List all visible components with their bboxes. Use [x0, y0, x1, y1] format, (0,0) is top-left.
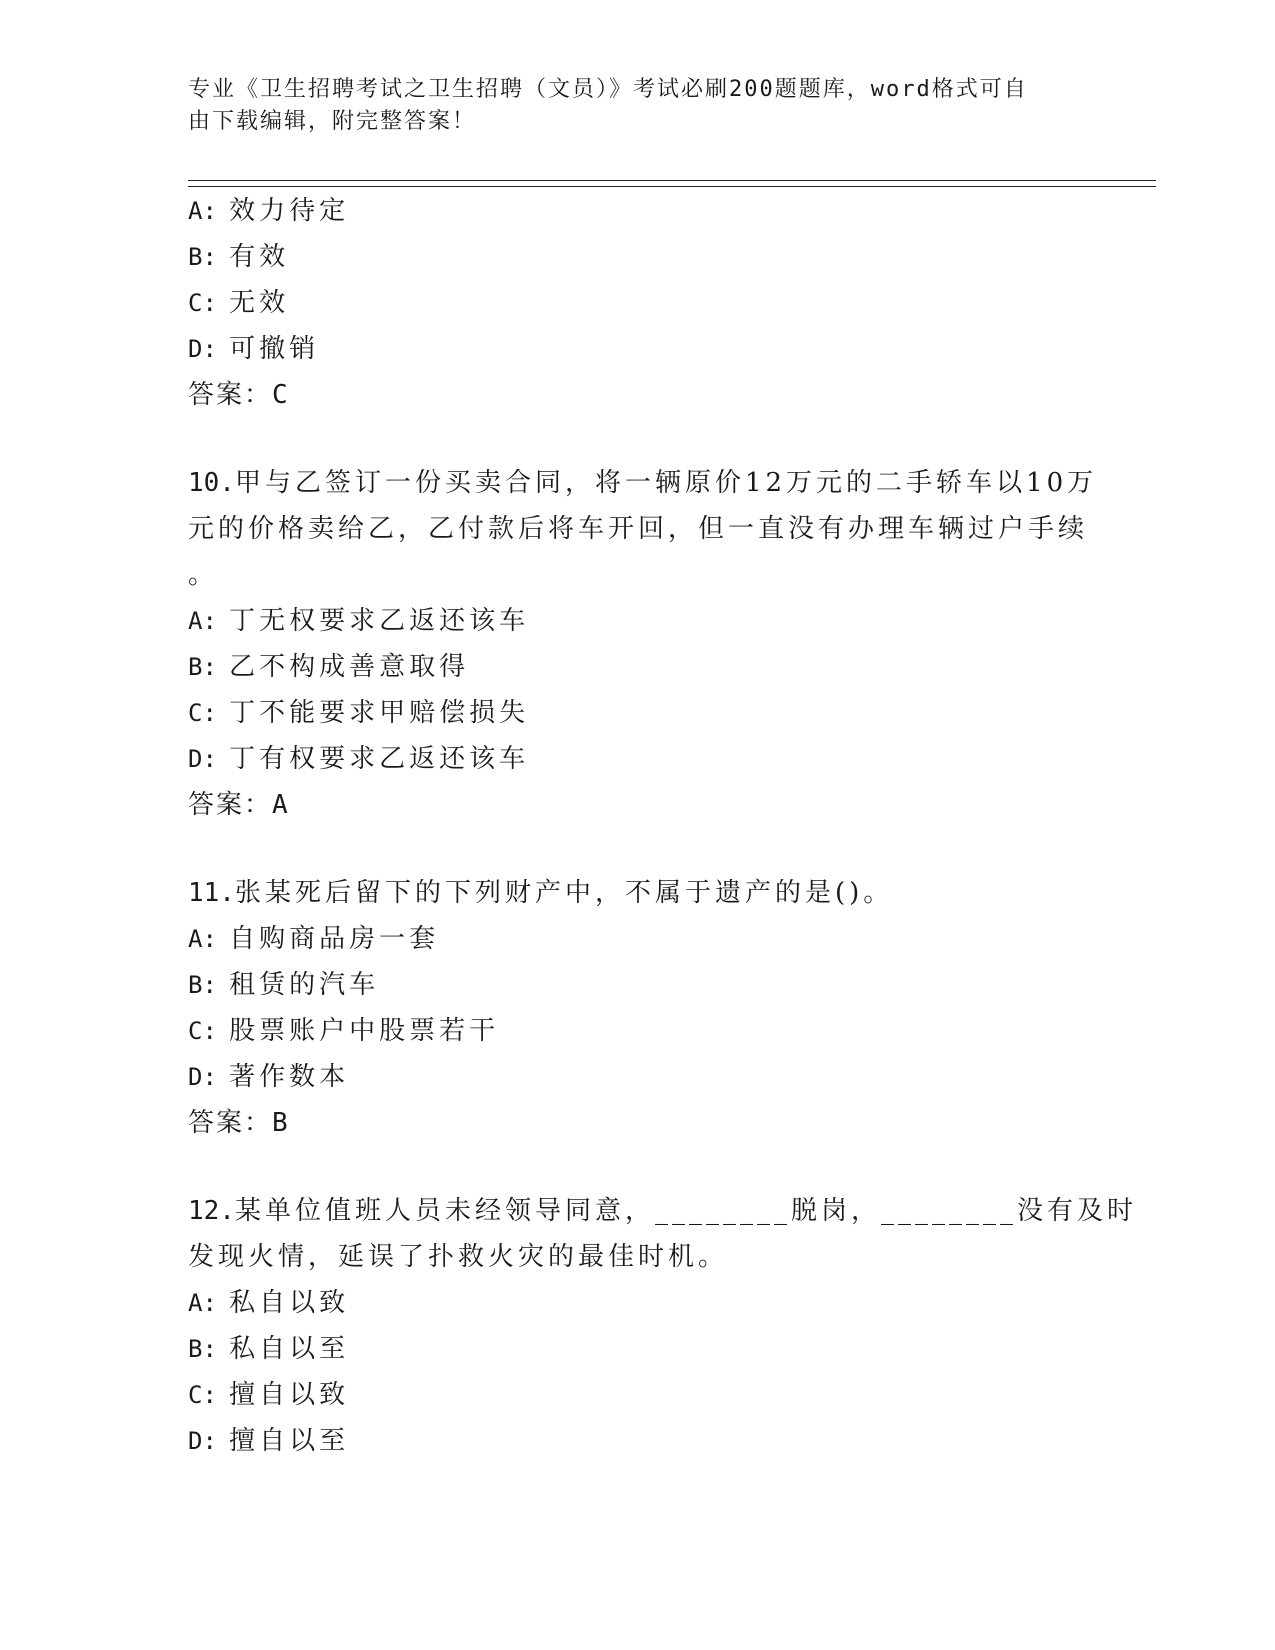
option-a [188, 916, 1088, 962]
option-letter: B: [188, 971, 217, 999]
option-text: 著作数本 [229, 1062, 350, 1092]
option-text: 无效 [229, 288, 290, 318]
option-d [188, 326, 1088, 372]
option-b [188, 962, 1088, 1008]
answer [188, 782, 1088, 828]
option-b [188, 1326, 1088, 1372]
option-text: 自购商品房一套 [229, 924, 440, 954]
option-c [188, 1008, 1088, 1054]
option-text: 租赁的汽车 [229, 970, 380, 1000]
answer-value: B [272, 1108, 290, 1138]
option-d [188, 736, 1088, 782]
option-letter: B: [188, 653, 217, 681]
answer-label: 答案： [188, 380, 273, 410]
option-text: 私自以至 [229, 1334, 350, 1364]
option-letter: B: [188, 243, 217, 271]
answer-label: 答案： [188, 1108, 273, 1138]
option-letter: C: [188, 1381, 217, 1409]
question-stem [188, 460, 1098, 598]
option-d [188, 1054, 1088, 1100]
option-b [188, 644, 1088, 690]
question-stem [188, 870, 1048, 916]
option-d [188, 1418, 1088, 1464]
header-divider-bottom [188, 186, 1156, 187]
question-10 [188, 460, 1098, 828]
answer-label: 答案： [188, 790, 273, 820]
option-text: 效力待定 [229, 196, 350, 226]
option-c [188, 1372, 1088, 1418]
option-letter: C: [188, 699, 217, 727]
option-text: 有效 [229, 242, 290, 272]
header-line-2: 由下载编辑，附完整答案！ [188, 109, 477, 134]
question-9 [188, 188, 1088, 418]
answer-value: C [272, 380, 290, 410]
option-letter: D: [188, 745, 217, 773]
option-letter: A: [188, 925, 217, 953]
option-text: 丁有权要求乙返还该车 [229, 744, 530, 774]
question-number: 11. [188, 878, 235, 908]
option-text: 丁无权要求乙返还该车 [229, 606, 530, 636]
option-text: 丁不能要求甲赔偿损失 [229, 698, 530, 728]
stem-line-1: 某单位值班人员未经领导同意，________脱岗，________没有及时 [234, 1196, 1137, 1226]
stem-line-1: 甲与乙签订一份买卖合同，将一辆原价12万元的二手轿车以10万 [234, 468, 1098, 498]
question-11 [188, 870, 1088, 1146]
stem-line-2: 发现火情，延误了扑救火灾的最佳时机。 [188, 1242, 729, 1272]
question-number: 12. [188, 1196, 235, 1226]
option-c [188, 280, 1088, 326]
option-letter: C: [188, 289, 217, 317]
option-a [188, 598, 1088, 644]
answer-value: A [272, 790, 290, 820]
option-a [188, 188, 1088, 234]
question-number: 10. [188, 468, 235, 498]
option-letter: A: [188, 197, 217, 225]
option-text: 股票账户中股票若干 [229, 1016, 500, 1046]
answer [188, 372, 1088, 418]
option-text: 可撤销 [229, 334, 320, 364]
option-letter: D: [188, 335, 217, 363]
option-text: 擅自以至 [229, 1426, 350, 1456]
option-letter: C: [188, 1017, 217, 1045]
stem-line-3: 。 [188, 560, 219, 590]
option-text: 擅自以致 [229, 1380, 350, 1410]
option-letter: B: [188, 1335, 217, 1363]
option-text: 私自以致 [229, 1288, 350, 1318]
option-letter: D: [188, 1427, 217, 1455]
stem-line-1: 张某死后留下的下列财产中，不属于遗产的是()。 [234, 878, 894, 908]
answer [188, 1100, 1088, 1146]
option-a [188, 1280, 1088, 1326]
question-stem [188, 1188, 1137, 1280]
question-list [188, 188, 1137, 1464]
option-b [188, 234, 1088, 280]
document-header [188, 74, 1068, 138]
option-letter: A: [188, 607, 217, 635]
stem-line-2: 元的价格卖给乙，乙付款后将车开回，但一直没有办理车辆过户手续 [188, 514, 1089, 544]
question-12 [188, 1188, 1137, 1464]
option-text: 乙不构成善意取得 [229, 652, 470, 682]
header-line-1: 专业《卫生招聘考试之卫生招聘（文员）》考试必刷200题题库，word格式可自 [188, 77, 1028, 102]
option-c [188, 690, 1088, 736]
option-letter: D: [188, 1063, 217, 1091]
header-divider-top [188, 180, 1156, 181]
option-letter: A: [188, 1289, 217, 1317]
